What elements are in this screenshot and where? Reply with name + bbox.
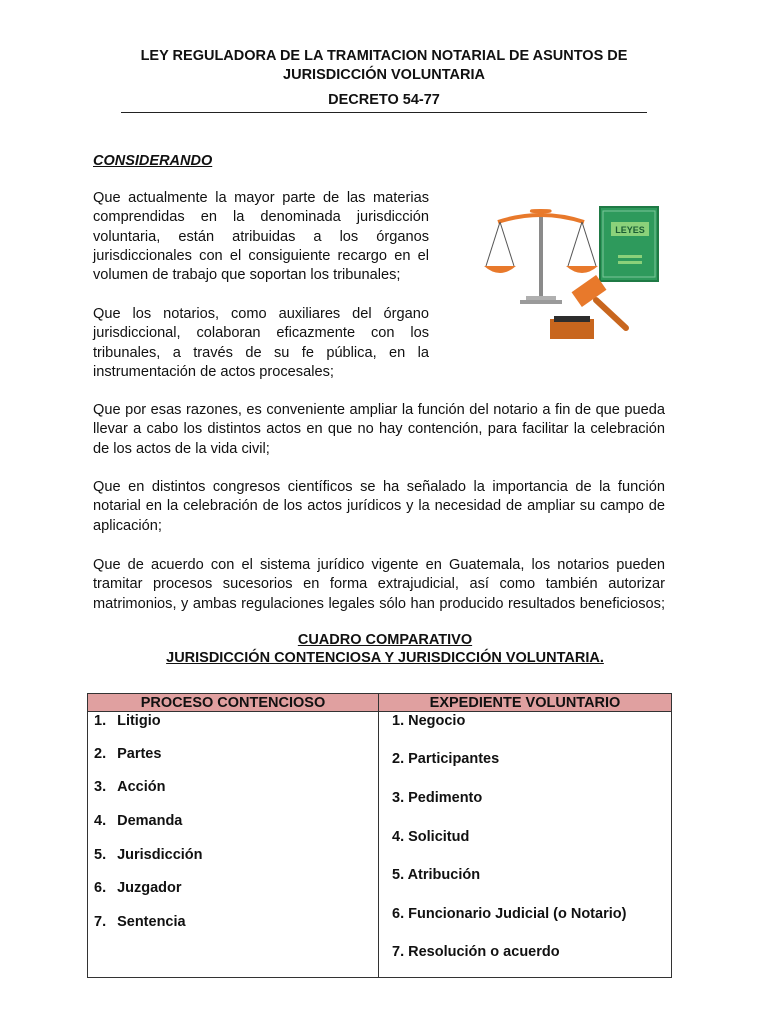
comparison-title: CUADRO COMPARATIVO <box>297 632 473 648</box>
left-item: 2. Partes <box>94 746 162 762</box>
paragraph-4: Que en distintos congresos científicos se ha señalado la importancia de la función notarial en la celebración de los actos jurídicos y la necesidad de ampliar su campo de aplicación; <box>93 479 665 534</box>
paragraph-3: Que por esas razones, es conveniente ampliar la función del notario a fin de que pueda llevar a cabo los distintos actos en que no hay contención, para facilitar la celebración de los actos de la vida civil; <box>93 402 665 457</box>
right-item: 4. Solicitud <box>392 829 470 845</box>
law-book-icon <box>600 207 658 281</box>
gavel-icon <box>550 275 626 339</box>
book-label: LEYES <box>615 225 645 235</box>
right-column-header: EXPEDIENTE VOLUNTARIO <box>379 694 672 712</box>
contentious-cell <box>88 712 379 978</box>
left-item: 3. Acción <box>94 779 166 795</box>
paragraph-1: Que actualmente la mayor parte de las materias comprendidas en la denominada jurisdicción voluntaria, están atribuidas a los órganos jurisdiccionales con el consiguiente recargo en el volumen de trabajo que soportan los tribunales; <box>93 190 429 284</box>
justice-illustration <box>478 200 668 348</box>
right-item: 6. Funcionario Judicial (o Notario) <box>392 906 627 922</box>
document-title-line1: LEY REGULADORA DE LA TRAMITACION NOTARIAL DE ASUNTOS DE <box>140 48 628 64</box>
right-item: 5. Atribución <box>392 867 481 883</box>
comparison-table <box>87 693 672 978</box>
right-item: 7. Resolución o acuerdo <box>392 944 560 960</box>
left-item: 4. Demanda <box>94 813 183 829</box>
table-header-row <box>88 694 672 712</box>
decree-number: DECRETO 54-77 <box>328 92 440 108</box>
considerando-heading: CONSIDERANDO <box>93 153 213 169</box>
document-title-line2: JURISDICCIÓN VOLUNTARIA <box>283 67 485 83</box>
left-item: 6. Juzgador <box>94 880 182 896</box>
table-row <box>88 712 672 978</box>
left-column-header: PROCESO CONTENCIOSO <box>88 694 379 712</box>
left-item: 5. Jurisdicción <box>94 847 203 863</box>
left-item: 1. Litigio <box>94 713 161 729</box>
right-item: 1. Negocio <box>392 713 466 729</box>
right-item: 3. Pedimento <box>392 790 483 806</box>
comparison-subtitle: JURISDICCIÓN CONTENCIOSA Y JURISDICCIÓN VOLUNTARIA. <box>166 650 604 666</box>
right-item: 2. Participantes <box>392 751 500 767</box>
paragraph-2: Que los notarios, como auxiliares del órgano jurisdiccional, colaboran eficazmente con los tribunales, a través de su fe pública, en la instrumentación de actos procesales; <box>93 306 429 380</box>
voluntary-cell <box>379 712 672 978</box>
title-divider <box>121 112 647 113</box>
paragraph-5: Que de acuerdo con el sistema jurídico vigente en Guatemala, los notarios pueden tramitar procesos sucesorios en forma extrajudicial, así como también autorizar matrimonios, y ambas regulaciones legales sólo han producido resultados beneficiosos; <box>93 557 665 612</box>
left-item: 7. Sentencia <box>94 914 186 930</box>
